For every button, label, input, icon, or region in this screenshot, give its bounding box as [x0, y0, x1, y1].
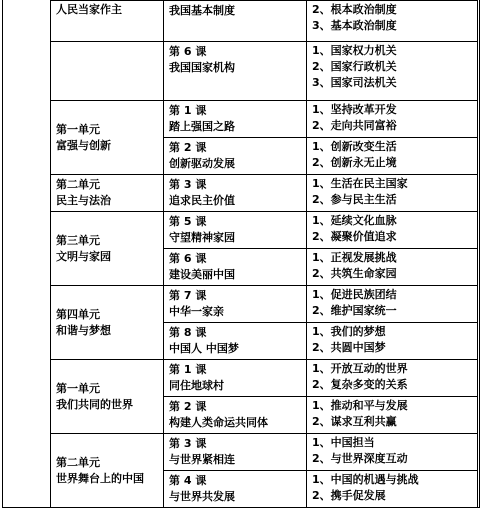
lesson-cell: 第 6 课 建设美丽中国 [164, 249, 307, 286]
lesson-cell: 第 1 课 同住地球村 [164, 360, 307, 397]
table-row [51, 1, 478, 42]
point-item: 2、复杂多变的关系 [312, 378, 408, 391]
unit-cell: 第四单元 和谐与梦想 [51, 286, 164, 360]
lesson-cell: 第 5 课 守望精神家园 [164, 212, 307, 249]
points-cell [307, 397, 478, 434]
table-row [51, 434, 478, 471]
point-item: 1、我们的梦想 [312, 325, 386, 338]
point-item: 3、基本政治制度 [312, 19, 397, 32]
lesson-cell: 第 3 课 追求民主价值 [164, 175, 307, 212]
points-cell [307, 434, 478, 471]
lesson-cell: 第 2 课 创新驱动发展 [164, 138, 307, 175]
unit-cell: 人民当家作主 [51, 1, 164, 42]
lesson-cell: 第 6 课 我国国家机构 [164, 42, 307, 101]
points-cell [307, 471, 478, 508]
point-item: 2、共圆中国梦 [312, 341, 386, 354]
point-item: 3、国家司法机关 [312, 76, 397, 89]
point-item: 2、与世界深度互动 [312, 452, 408, 465]
point-item: 1、正视发展挑战 [312, 251, 397, 264]
points-cell [307, 249, 478, 286]
point-item: 2、根本政治制度 [312, 3, 397, 16]
points-cell [307, 1, 478, 42]
table-row [51, 42, 478, 101]
points-cell [307, 212, 478, 249]
point-item: 2、参与民主生活 [312, 193, 397, 206]
point-item: 1、推动和平与发展 [312, 399, 408, 412]
point-item: 1、生活在民主国家 [312, 177, 408, 190]
table-row [51, 175, 478, 212]
point-item: 1、国家权力机关 [312, 44, 397, 57]
point-item: 1、创新改变生活 [312, 140, 397, 153]
point-item: 1、中国担当 [312, 436, 375, 449]
points-cell [307, 138, 478, 175]
point-item: 1、坚持改革开发 [312, 103, 397, 116]
point-item: 2、走向共同富裕 [312, 119, 397, 132]
table-row [51, 212, 478, 249]
lesson-cell: 第 7 课 中华一家亲 [164, 286, 307, 323]
point-item: 2、携手促发展 [312, 489, 386, 502]
unit-cell [51, 42, 164, 101]
point-item: 1、促进民族团结 [312, 288, 397, 301]
document-frame [2, 0, 480, 508]
points-cell [307, 101, 478, 138]
lesson-cell: 第 3 课 与世界紧相连 [164, 434, 307, 471]
point-item: 2、国家行政机关 [312, 60, 397, 73]
points-cell [307, 175, 478, 212]
unit-cell: 第二单元 民主与法治 [51, 175, 164, 212]
lesson-cell: 第 2 课 构建人类命运共同体 [164, 397, 307, 434]
lesson-cell: 第 8 课 中国人 中国梦 [164, 323, 307, 360]
point-item: 2、共筑生命家园 [312, 267, 397, 280]
bottom-rule [2, 507, 479, 508]
unit-cell: 第三单元 文明与家园 [51, 212, 164, 286]
point-item: 2、谋求互利共赢 [312, 415, 397, 428]
table-row [51, 286, 478, 323]
table-row [51, 101, 478, 138]
point-item: 2、创新永无止境 [312, 156, 397, 169]
point-item: 1、延续文化血脉 [312, 214, 397, 227]
points-cell [307, 360, 478, 397]
unit-cell: 第二单元 世界舞台上的中国 [51, 434, 164, 508]
lesson-cell: 第 1 课 踏上强国之路 [164, 101, 307, 138]
points-cell [307, 42, 478, 101]
lesson-cell: 第 4 课 与世界共发展 [164, 471, 307, 508]
unit-cell: 第一单元 我们共同的世界 [51, 360, 164, 434]
point-item: 2、凝聚价值追求 [312, 230, 397, 243]
points-cell [307, 323, 478, 360]
point-item: 1、开放互动的世界 [312, 362, 408, 375]
table-row [51, 360, 478, 397]
syllabus-table [50, 0, 478, 508]
unit-cell: 第一单元 富强与创新 [51, 101, 164, 175]
lesson-cell: 我国基本制度 [164, 1, 307, 42]
point-item: 2、维护国家统一 [312, 304, 397, 317]
point-item: 1、中国的机遇与挑战 [312, 473, 419, 486]
points-cell [307, 286, 478, 323]
